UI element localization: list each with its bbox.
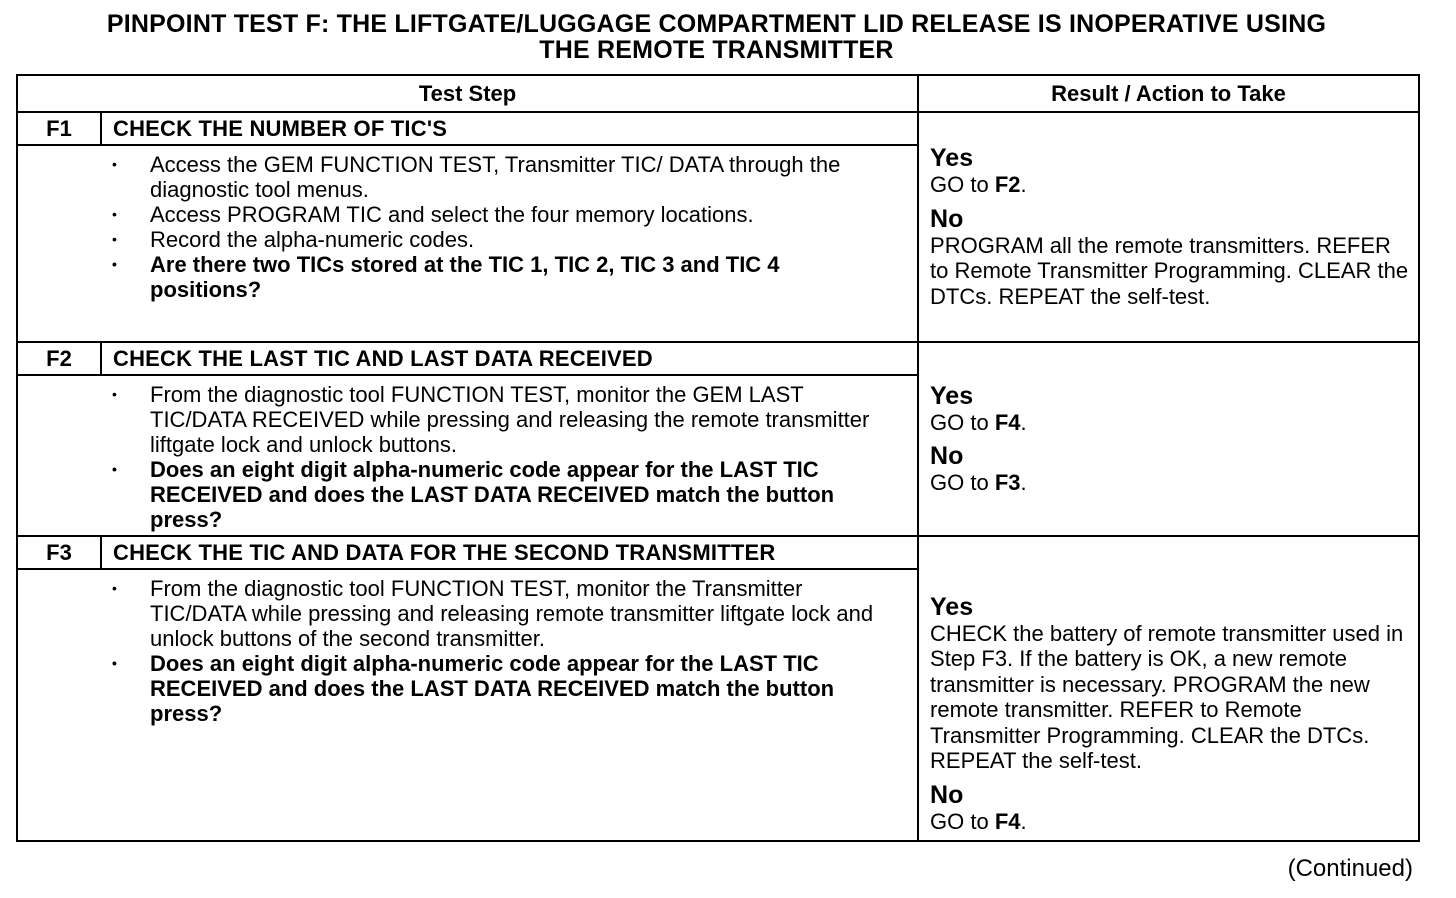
list-item: • Access the GEM FUNCTION TEST, Transmitter TIC/ DATA through the diagnostic tool menus. [112,152,841,202]
step-row-f1 [17,112,1419,145]
step-link-f2[interactable]: F2 [994,172,1021,197]
step-link-f4[interactable]: F4 [994,409,1021,435]
yes-label: Yes [930,381,974,410]
step-link-f3[interactable]: F3 [994,470,1021,495]
list-item: • From the diagnostic tool FUNCTION TEST, monitor the Transmitter TIC/DATA while pressing and releasing remote transmitter liftgate lock and unlock buttons of the second transmitter. [112,576,874,651]
step-number: F2 [17,342,101,375]
blank-cell [17,569,101,841]
yes-label: Yes [930,144,974,172]
page-title-line-1: PINPOINT TEST F: THE LIFTGATE/LUGGAGE COMPARTMENT LID RELEASE IS INOPERATIVE USING [106,10,1327,38]
list-item: • Access PROGRAM TIC and select the four memory locations. [112,202,754,227]
list-item-question: • Does an eight digit alpha-numeric code appear for the LAST TIC RECEIVED and does the LAST DATA RECEIVED match the button press? [112,457,835,532]
no-label: No [930,442,964,470]
list-item-question: • Are there two TICs stored at the TIC 1, TIC 2, TIC 3 and TIC 4 positions? [112,252,780,302]
list-item-question: • Does an eight digit alpha-numeric code appear for the LAST TIC RECEIVED and does the LAST DATA RECEIVED match the button press? [112,651,835,726]
list-item: • From the diagnostic tool FUNCTION TEST, monitor the GEM LAST TIC/DATA RECEIVED while pressing and releasing the remote transmitter liftgate lock and unlock buttons. [112,382,870,457]
no-action: PROGRAM all the remote transmitters. REFER to Remote Transmitter Programming. CLEAR the DTCs. REPEAT the self-test. [930,232,1409,309]
page-title-line-2: THE REMOTE TRANSMITTER [539,36,894,64]
step-body [101,375,918,536]
step-title: CHECK THE TIC AND DATA FOR THE SECOND TRANSMITTER [101,536,918,569]
step-row-f2 [17,342,1419,375]
step-result [918,112,1419,342]
step-title: CHECK THE LAST TIC AND LAST DATA RECEIVED [101,342,918,375]
step-body [101,569,918,841]
bullet-list [101,570,917,726]
step-link-f4[interactable]: F4 [994,808,1021,834]
no-action: GO to F3. [930,470,1027,495]
no-label: No [930,780,964,809]
bullet-list [101,146,917,302]
no-label: No [930,204,964,233]
step-body [101,145,918,342]
step-result [918,536,1419,841]
yes-action: CHECK the battery of remote transmitter used in Step F3. If the battery is OK, a new remote transmitter is necessary. PROGRAM the new remote transmitter. REFER to Remote Transmitter Programming. CLEAR the DTCs. REPEAT the self-test. [930,620,1404,773]
pinpoint-test-table [16,74,1420,842]
step-title: CHECK THE NUMBER OF TIC'S [101,112,918,145]
header-result-action: Result / Action to Take [918,75,1419,112]
continued-note: (Continued) [1287,855,1413,882]
step-number: F3 [17,536,101,569]
list-item: • Record the alpha-numeric codes. [112,227,475,252]
blank-cell [17,145,101,342]
step-result [918,342,1419,536]
no-action: GO to F4. [930,808,1027,834]
yes-action: GO to F4. [930,409,1027,435]
yes-label: Yes [930,592,974,621]
step-number: F1 [17,112,101,145]
yes-action: GO to F2. [930,172,1027,197]
step-row-f3 [17,536,1419,569]
bullet-list [101,376,917,532]
header-test-step: Test Step [17,75,918,112]
blank-cell [17,375,101,536]
